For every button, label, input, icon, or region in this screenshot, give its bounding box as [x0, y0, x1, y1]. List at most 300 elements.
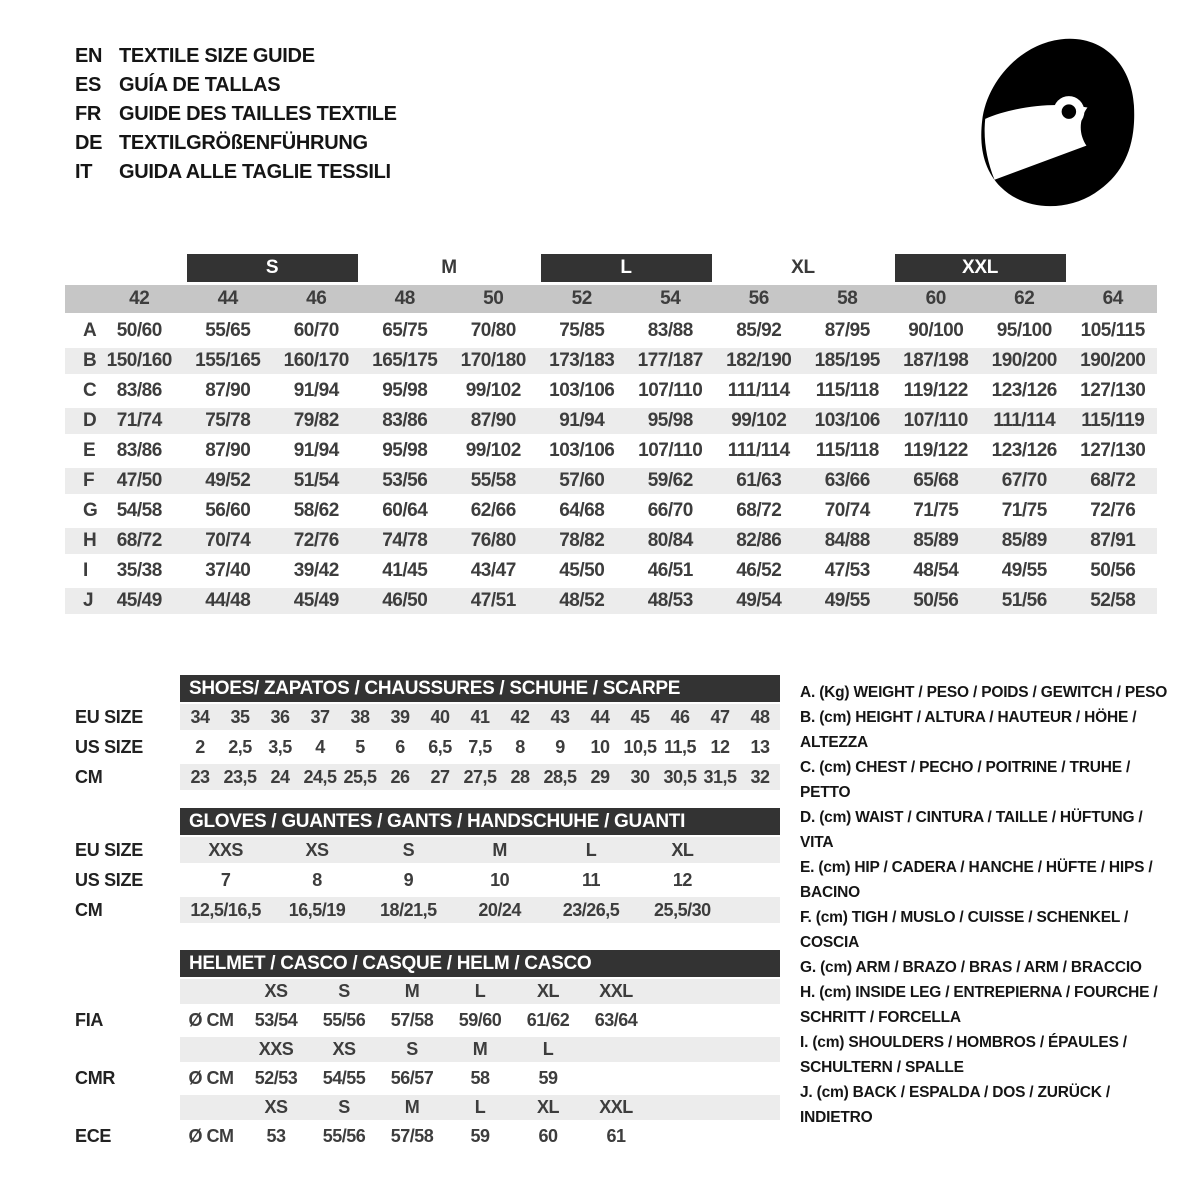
measurement-row — [65, 436, 1157, 466]
measurement-value: 127/130 — [1080, 380, 1146, 401]
measurement-value: 111/114 — [727, 440, 790, 461]
measurement-value: 61/63 — [736, 470, 782, 491]
shoes-row — [65, 702, 780, 732]
size-group-m: M — [441, 257, 457, 278]
measurement-value: 68/72 — [1090, 470, 1136, 491]
helmet-standard-label: ECE — [75, 1126, 112, 1146]
measurement-row-label: E — [83, 440, 96, 461]
measurement-value: 79/82 — [293, 410, 339, 431]
helmet-size-label: M — [472, 1039, 488, 1059]
measurement-value: 87/90 — [470, 410, 516, 431]
measurement-value: 48/53 — [647, 590, 693, 611]
measurement-value: 59/62 — [647, 470, 693, 491]
glove-size-value: XL — [671, 839, 694, 860]
shoes-row — [65, 732, 780, 762]
glove-size-value: 18/21,5 — [380, 899, 437, 920]
helmet-measure-values — [180, 1006, 780, 1035]
measurement-value: 75/85 — [559, 320, 605, 341]
measurement-value: 46/52 — [736, 560, 782, 581]
glove-size-value: XS — [305, 839, 329, 860]
diameter-unit-cell: Ø CM — [188, 1068, 234, 1088]
measurement-value: 62/66 — [470, 500, 516, 521]
measurement-row — [65, 526, 1157, 556]
helmet-title-bar: HELMET / CASCO / CASQUE / HELM / CASCO — [180, 950, 780, 977]
gloves-row — [65, 895, 780, 925]
helmet-measure-value: 55/56 — [322, 1126, 366, 1146]
measurement-value: 190/200 — [991, 350, 1057, 371]
measurement-row — [65, 376, 1157, 406]
measurement-row — [65, 466, 1157, 496]
size-number-header-row — [65, 285, 1157, 313]
measurement-value: 111/114 — [993, 410, 1056, 431]
shoe-size-value: 39 — [390, 706, 410, 727]
shoe-size-value: 2,5 — [228, 736, 252, 757]
legend-item: A. (Kg) WEIGHT / PESO / POIDS / GEWITCH / PESO — [800, 684, 1168, 701]
measurement-value: 123/126 — [991, 380, 1057, 401]
measurement-value: 107/110 — [903, 410, 968, 431]
helmet-sizes-row — [65, 1093, 780, 1122]
shoe-size-value: 27,5 — [463, 766, 497, 787]
helmet-size-label: M — [404, 981, 420, 1001]
measurement-value: 48/52 — [559, 590, 605, 611]
language-title-row — [75, 42, 397, 71]
shoe-size-value: 24,5 — [303, 766, 337, 787]
measurement-rows — [65, 316, 1157, 616]
shoe-size-value: 26 — [390, 766, 410, 787]
measurement-value: 57/60 — [559, 470, 605, 491]
gloves-row-values — [180, 865, 780, 895]
shoe-size-value: 11,5 — [663, 736, 697, 757]
helmet-sizes-values — [180, 1035, 780, 1064]
helmet-measure-value: 59 — [538, 1068, 558, 1088]
measurement-value: 87/90 — [205, 380, 251, 401]
measurement-value: 72/76 — [293, 530, 339, 551]
measurement-value: 46/51 — [647, 560, 693, 581]
measurement-value: 50/60 — [116, 320, 162, 341]
helmet-standard-label: FIA — [75, 1010, 104, 1030]
size-column-header: 44 — [217, 288, 238, 309]
shoe-size-value: 4 — [315, 736, 325, 757]
measurement-value: 91/94 — [559, 410, 605, 431]
measurement-value: 99/102 — [465, 380, 521, 401]
diameter-unit-cell: Ø CM — [188, 1010, 234, 1030]
measurement-value: 190/200 — [1080, 350, 1146, 371]
measurement-value: 55/58 — [470, 470, 516, 491]
measurement-value: 63/66 — [824, 470, 870, 491]
measurement-value: 115/118 — [815, 380, 879, 401]
shoe-size-value: 47 — [710, 706, 730, 727]
measurement-value: 95/98 — [647, 410, 693, 431]
helmet-size-label: L — [474, 981, 486, 1001]
helmet-size-label: M — [404, 1097, 420, 1117]
shoe-size-value: 9 — [555, 736, 565, 757]
language-title-row — [75, 71, 397, 100]
measurement-value: 56/60 — [205, 500, 251, 521]
helmet-measure-value: 59 — [470, 1126, 490, 1146]
measurement-value: 65/68 — [913, 470, 959, 491]
glove-size-value: 16,5/19 — [288, 899, 346, 920]
shoe-size-value: 40 — [430, 706, 450, 727]
measurement-row-label: H — [83, 530, 97, 551]
measurement-value: 123/126 — [991, 440, 1057, 461]
glove-size-value: 10 — [490, 869, 510, 890]
gloves-size-table — [65, 808, 780, 925]
shoe-size-value: 2 — [195, 736, 205, 757]
measurement-value: 49/54 — [736, 590, 782, 611]
helmet-measure-row — [65, 1064, 780, 1093]
language-code: IT — [75, 161, 93, 183]
measurement-value: 83/86 — [382, 410, 428, 431]
measurement-value: 71/75 — [913, 500, 959, 521]
helmet-measure-value: 60 — [538, 1126, 558, 1146]
gloves-row-label: EU SIZE — [75, 839, 143, 860]
shoe-size-value: 46 — [670, 706, 690, 727]
shoe-size-value: 23 — [190, 766, 210, 787]
shoe-size-value: 43 — [550, 706, 570, 727]
empty-gutter — [65, 977, 180, 1006]
measurement-value: 44/48 — [205, 590, 251, 611]
measurement-value: 43/47 — [470, 560, 516, 581]
measurement-value: 47/50 — [116, 470, 162, 491]
helmet-size-label: XS — [264, 1097, 288, 1117]
size-group-xl: XL — [791, 257, 815, 278]
helmet-measure-value: 53 — [266, 1126, 286, 1146]
helmet-size-label: XXL — [599, 981, 633, 1001]
shoe-size-value: 7,5 — [468, 736, 492, 757]
guide-title: GUIDA ALLE TAGLIE TESSILI — [119, 161, 391, 183]
gloves-rows — [65, 835, 780, 925]
measurement-value: 84/88 — [824, 530, 870, 551]
legend-item: E. (cm) HIP / CADERA / HANCHE / HÜFTE / HIPS / BACINO — [800, 859, 1153, 901]
measurement-value: 83/88 — [647, 320, 693, 341]
helmet-measure-value: 55/56 — [322, 1010, 366, 1030]
glove-size-value: 12,5/16,5 — [190, 899, 261, 920]
language-code: DE — [75, 132, 103, 154]
measurement-value: 66/70 — [647, 500, 693, 521]
measurement-value: 39/42 — [293, 560, 339, 581]
size-group-l: L — [541, 254, 712, 282]
measurement-value: 50/56 — [1090, 560, 1136, 581]
helmet-measure-value: 56/57 — [390, 1068, 434, 1088]
helmet-sizes-values — [180, 1093, 780, 1122]
shoe-size-value: 28 — [510, 766, 530, 787]
measurement-value: 54/58 — [116, 500, 162, 521]
helmet-measure-value: 57/58 — [390, 1010, 434, 1030]
measurement-value: 87/91 — [1090, 530, 1136, 551]
shoe-size-value: 30,5 — [663, 766, 697, 787]
helmet-standard-label: CMR — [75, 1068, 116, 1088]
measurement-value: 52/58 — [1090, 590, 1136, 611]
shoe-size-value: 45 — [630, 706, 650, 727]
helmet-measure-value: 54/55 — [322, 1068, 366, 1088]
measurement-value: 182/190 — [726, 350, 792, 371]
glove-size-value: 25,5/30 — [654, 899, 711, 920]
size-group-s: S — [187, 254, 358, 282]
measurement-value: 87/95 — [824, 320, 870, 341]
measurement-legend — [800, 680, 1174, 1130]
shoe-size-value: 5 — [355, 736, 365, 757]
measurement-value: 103/106 — [549, 440, 615, 461]
language-title-row — [75, 158, 397, 187]
helmet-size-table — [65, 950, 780, 1151]
shoes-rows — [65, 702, 780, 792]
glove-size-value: 9 — [403, 869, 414, 890]
guide-title: GUIDE DES TAILLES TEXTILE — [119, 103, 397, 125]
gloves-row-values — [180, 835, 780, 865]
legend-item: J. (cm) BACK / ESPALDA / DOS / ZURÜCK / INDIETRO — [800, 1084, 1110, 1126]
measurement-value: 91/94 — [293, 380, 339, 401]
helmet-sizes-row — [65, 977, 780, 1006]
helmet-measure-value: 61/62 — [526, 1010, 570, 1030]
measurement-value: 48/54 — [913, 560, 959, 581]
measurement-row-label: G — [83, 500, 98, 521]
helmet-size-label: S — [338, 1097, 350, 1117]
helmet-size-label: XS — [264, 981, 288, 1001]
measurement-value: 74/78 — [382, 530, 428, 551]
measurement-value: 165/175 — [372, 350, 438, 371]
diameter-unit-cell: Ø CM — [188, 1126, 234, 1146]
measurement-value: 85/89 — [1001, 530, 1047, 551]
guide-title: GUÍA DE TALLAS — [119, 74, 281, 96]
shoe-size-value: 38 — [350, 706, 370, 727]
shoe-size-value: 23,5 — [223, 766, 257, 787]
shoes-row-values — [180, 732, 780, 762]
helmet-measure-values — [180, 1064, 780, 1093]
size-column-header: 42 — [129, 288, 150, 309]
measurement-value: 85/89 — [913, 530, 959, 551]
measurement-row-label: D — [83, 410, 97, 431]
glove-size-value: 11 — [581, 869, 600, 890]
shoe-size-value: 10,5 — [623, 736, 657, 757]
measurement-row — [65, 406, 1157, 436]
gloves-title-bar: GLOVES / GUANTES / GANTS / HANDSCHUHE / GUANTI — [180, 808, 780, 835]
helmet-size-label: XXS — [258, 1039, 294, 1059]
size-column-header: 46 — [306, 288, 327, 309]
measurement-value: 51/56 — [1001, 590, 1047, 611]
measurement-value: 105/115 — [1080, 320, 1145, 341]
measurement-value: 107/110 — [638, 440, 703, 461]
shoe-size-value: 36 — [270, 706, 290, 727]
measurement-value: 170/180 — [460, 350, 526, 371]
textile-size-table — [65, 254, 1157, 616]
measurement-value: 78/82 — [559, 530, 605, 551]
measurement-value: 49/52 — [205, 470, 251, 491]
shoe-size-value: 27 — [430, 766, 450, 787]
helmet-sizes-values — [180, 977, 780, 1006]
measurement-value: 119/122 — [903, 440, 968, 461]
measurement-value: 83/86 — [116, 440, 162, 461]
language-code: ES — [75, 74, 102, 96]
legend-item: B. (cm) HEIGHT / ALTURA / HAUTEUR / HÖHE / ALTEZZA — [800, 709, 1137, 751]
size-column-header: 58 — [837, 288, 858, 309]
measurement-value: 103/106 — [549, 380, 615, 401]
measurement-value: 115/119 — [1081, 410, 1145, 431]
measurement-value: 37/40 — [205, 560, 251, 581]
helmet-measure-value: 52/53 — [254, 1068, 298, 1088]
helmet-standard-block — [65, 1093, 780, 1151]
measurement-value: 185/195 — [814, 350, 880, 371]
measurement-value: 72/76 — [1090, 500, 1136, 521]
measurement-row-label: A — [83, 320, 97, 341]
shoe-size-value: 44 — [590, 706, 610, 727]
shoe-size-value: 6 — [395, 736, 405, 757]
glove-size-value: 8 — [312, 869, 322, 890]
measurement-value: 70/74 — [205, 530, 251, 551]
size-column-header: 52 — [571, 288, 592, 309]
shoes-size-table — [65, 675, 780, 792]
helmet-measure-value: 59/60 — [458, 1010, 502, 1030]
measurement-value: 90/100 — [908, 320, 964, 341]
measurement-value: 119/122 — [903, 380, 968, 401]
shoes-title-bar: SHOES/ ZAPATOS / CHAUSSURES / SCHUHE / SCARPE — [180, 675, 780, 702]
shoes-row-label: US SIZE — [75, 736, 143, 757]
helmet-size-label: S — [338, 981, 350, 1001]
empty-gutter — [65, 1093, 180, 1122]
measurement-value: 51/54 — [293, 470, 339, 491]
helmet-size-label: L — [542, 1039, 554, 1059]
measurement-row-label: J — [83, 590, 94, 611]
helmet-size-label: XL — [536, 1097, 559, 1117]
shoe-size-value: 34 — [190, 706, 210, 727]
measurement-value: 83/86 — [116, 380, 162, 401]
language-title-list — [75, 42, 397, 187]
language-title-row — [75, 129, 397, 158]
shoes-row — [65, 762, 780, 792]
measurement-value: 49/55 — [824, 590, 870, 611]
size-column-header: 48 — [394, 288, 415, 309]
helmet-measure-values — [180, 1122, 780, 1151]
measurement-value: 64/68 — [559, 500, 605, 521]
legend-item: C. (cm) CHEST / PECHO / POITRINE / TRUHE / PETTO — [800, 759, 1131, 801]
shoe-size-value: 8 — [515, 736, 525, 757]
shoe-size-value: 42 — [510, 706, 530, 727]
measurement-value: 173/183 — [549, 350, 615, 371]
helmet-measure-row — [65, 1006, 780, 1035]
measurement-value: 91/94 — [293, 440, 339, 461]
helmet-measure-row — [65, 1122, 780, 1151]
size-column-header: 64 — [1102, 288, 1123, 309]
measurement-value: 80/84 — [647, 530, 693, 551]
helmet-measure-value: 57/58 — [390, 1126, 434, 1146]
helmet-measure-value: 53/54 — [254, 1010, 298, 1030]
size-group-xxl: XXL — [895, 254, 1066, 282]
legend-item: H. (cm) INSIDE LEG / ENTREPIERNA / FOURCHE / SCHRITT / FORCELLA — [800, 984, 1158, 1026]
helmet-standard-block — [65, 977, 780, 1035]
measurement-value: 55/65 — [205, 320, 251, 341]
measurement-value: 35/38 — [116, 560, 162, 581]
helmet-size-label: XS — [332, 1039, 356, 1059]
legend-item: F. (cm) TIGH / MUSLO / CUISSE / SCHENKEL / COSCIA — [800, 909, 1129, 951]
measurement-row — [65, 316, 1157, 346]
glove-size-value: 20/24 — [478, 899, 521, 920]
corner-cell — [65, 285, 95, 313]
measurement-row-label: I — [83, 560, 88, 581]
measurement-value: 46/50 — [382, 590, 428, 611]
helmet-size-label: XXL — [599, 1097, 633, 1117]
measurement-value: 150/160 — [106, 350, 172, 371]
measurement-value: 187/198 — [903, 350, 969, 371]
shoe-size-value: 10 — [590, 736, 610, 757]
shoe-size-value: 13 — [750, 736, 770, 757]
racing-helmet-icon — [978, 36, 1136, 212]
gloves-row-values — [180, 895, 780, 925]
measurement-row — [65, 346, 1157, 376]
measurement-value: 47/53 — [824, 560, 870, 581]
measurement-value: 71/75 — [1001, 500, 1047, 521]
measurement-value: 67/70 — [1001, 470, 1047, 491]
measurement-value: 71/74 — [116, 410, 162, 431]
gloves-row-label: CM — [75, 899, 103, 920]
shoes-row-label: EU SIZE — [75, 706, 143, 727]
measurement-value: 75/78 — [205, 410, 251, 431]
glove-size-value: 23/26,5 — [562, 899, 620, 920]
guide-title: TEXTILE SIZE GUIDE — [119, 45, 315, 67]
shoes-row-values — [180, 762, 780, 792]
measurement-value: 60/64 — [382, 500, 428, 521]
size-group-header-row — [65, 254, 1157, 282]
helmet-size-label: L — [474, 1097, 486, 1117]
language-title-row — [75, 100, 397, 129]
measurement-value: 177/187 — [637, 350, 703, 371]
measurement-row — [65, 586, 1157, 616]
measurement-value: 41/45 — [382, 560, 428, 581]
measurement-value: 87/90 — [205, 440, 251, 461]
shoe-size-value: 30 — [630, 766, 650, 787]
helmet-measure-value: 63/64 — [594, 1010, 638, 1030]
gloves-row — [65, 865, 780, 895]
measurement-value: 76/80 — [470, 530, 516, 551]
measurement-row-label: B — [83, 350, 97, 371]
glove-size-value: M — [492, 839, 507, 860]
glove-size-value: XXS — [208, 839, 243, 860]
helmet-measure-value: 61 — [606, 1126, 626, 1146]
measurement-value: 68/72 — [736, 500, 782, 521]
shoe-size-value: 29 — [590, 766, 610, 787]
helmet-sizes-row — [65, 1035, 780, 1064]
shoe-size-value: 48 — [750, 706, 770, 727]
size-column-header: 54 — [660, 288, 681, 309]
glove-size-value: S — [402, 839, 415, 860]
shoe-size-value: 35 — [230, 706, 250, 727]
helmet-measure-value: 58 — [470, 1068, 490, 1088]
size-column-header: 56 — [748, 288, 769, 309]
measurement-row — [65, 556, 1157, 586]
helmet-standards — [65, 977, 780, 1151]
measurement-value: 160/170 — [283, 350, 349, 371]
helmet-size-label: S — [406, 1039, 418, 1059]
measurement-value: 70/80 — [470, 320, 516, 341]
glove-size-value: 12 — [672, 869, 692, 890]
size-column-header: 62 — [1014, 288, 1035, 309]
shoes-row-label: CM — [75, 766, 103, 787]
shoe-size-value: 3,5 — [268, 736, 292, 757]
language-code: EN — [75, 45, 103, 67]
shoe-size-value: 24 — [270, 766, 290, 787]
measurement-value: 45/49 — [293, 590, 339, 611]
measurement-value: 47/51 — [470, 590, 516, 611]
gloves-row-label: US SIZE — [75, 869, 143, 890]
measurement-value: 70/74 — [824, 500, 870, 521]
legend-item: G. (cm) ARM / BRAZO / BRAS / ARM / BRACCIO — [800, 959, 1142, 976]
shoes-row-values — [180, 702, 780, 732]
measurement-value: 103/106 — [814, 410, 880, 431]
shoe-size-value: 37 — [310, 706, 330, 727]
measurement-value: 95/98 — [382, 440, 428, 461]
measurement-value: 50/56 — [913, 590, 959, 611]
measurement-value: 82/86 — [736, 530, 782, 551]
measurement-value: 115/118 — [815, 440, 879, 461]
glove-size-value: L — [585, 839, 597, 860]
